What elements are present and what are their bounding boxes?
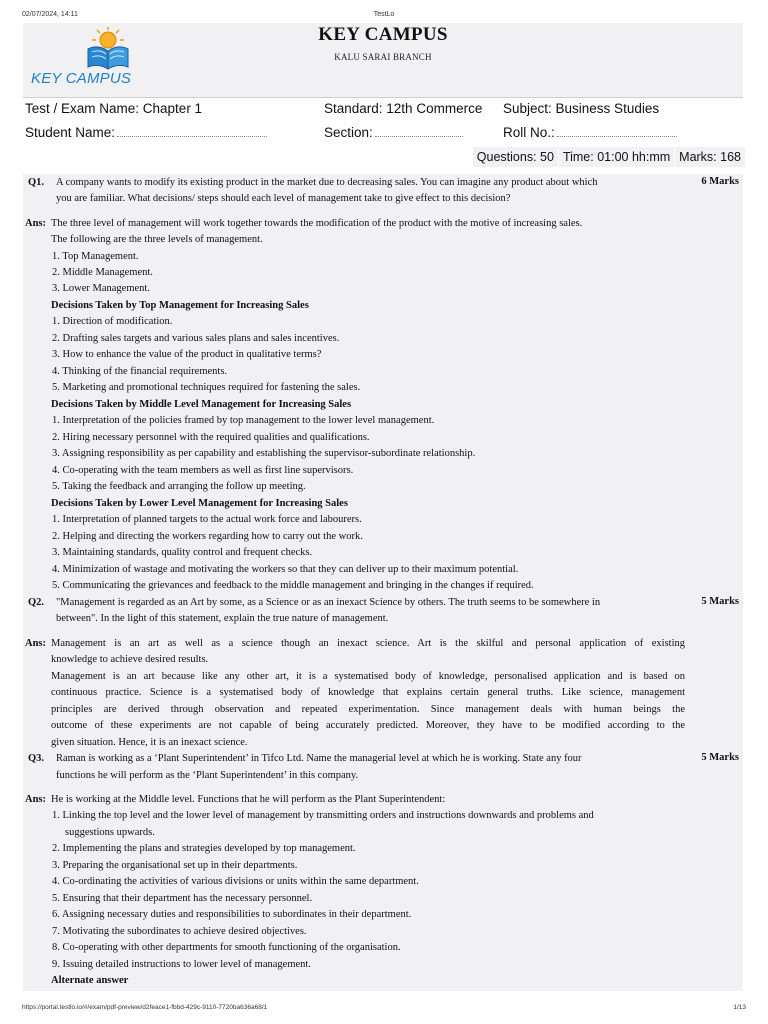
print-header	[22, 11, 746, 21]
list-item: 6. Assigning necessary duties and responsibilities to subordinates in their department.	[52, 909, 412, 920]
section-heading: Decisions Taken by Lower Level Management for Increasing Sales	[51, 498, 348, 509]
question-text: functions he will perform as the ‘Plant Superintendent’ in this company.	[56, 770, 359, 781]
list-item: 2. Middle Management.	[52, 267, 153, 278]
answer-label: Ans:	[25, 218, 47, 229]
student-name-blank	[117, 125, 267, 137]
question-text: A company wants to modify its existing product in the market due to decreasing sales. You can imagine any product about which	[56, 177, 598, 188]
question-text: Raman is working as a ‘Plant Superintendent’ in Tifco Ltd. Name the managerial level at which he is working. State any four	[56, 753, 582, 764]
answer-text: given situation. Hence, it is an inexact science.	[51, 737, 248, 748]
answer-text: Management is an art because like any other art, it is a systematised body of knowledge, personalised application and is based on	[51, 671, 685, 682]
school-name: KEY CAMPUS	[318, 24, 448, 45]
question-marks: 5 Marks	[701, 752, 739, 763]
print-datetime: 02/07/2024, 14:11	[22, 11, 78, 18]
test-name: Test / Exam Name: Chapter 1	[25, 101, 203, 116]
question-number: Q2.	[28, 597, 45, 608]
question-paper-content	[23, 174, 743, 991]
student-name-field	[25, 125, 267, 140]
question-number: Q1.	[28, 177, 45, 188]
print-site-name: TestLo	[373, 11, 395, 18]
answer-text: outcome of these experiments are not capable of being accurately predicted. Moreover, they have to be modified according to the	[51, 720, 685, 731]
list-item: 2. Hiring necessary personnel with the required qualities and qualifications.	[52, 432, 370, 443]
list-item: 3. Maintaining standards, quality control and frequent checks.	[52, 547, 313, 558]
time-limit: Time: 01:00 hh:mm	[558, 147, 674, 167]
question-text: you are familiar. What decisions/ steps should each level of management take to give effect to this decision?	[56, 193, 511, 204]
list-item: suggestions upwards.	[65, 827, 155, 838]
list-item: 9. Issuing detailed instructions to lower level of management.	[52, 959, 311, 970]
section-heading: Decisions Taken by Top Management for Increasing Sales	[51, 300, 309, 311]
section-label: Section:	[324, 125, 373, 140]
list-item: 2. Helping and directing the workers regarding how to carry out the work.	[52, 531, 363, 542]
branch-name: KALU SARAI BRANCH	[334, 52, 432, 62]
standard: Standard: 12th Commerce	[324, 101, 483, 116]
list-item: 1. Interpretation of the policies framed by top management to the lower level management.	[52, 415, 435, 426]
list-item: 1. Direction of modification.	[52, 316, 173, 327]
list-item: 4. Co-ordinating the activities of various divisions or units within the same department.	[52, 876, 419, 887]
list-item: 2. Implementing the plans and strategies developed by top management.	[52, 843, 356, 854]
answer-text: The three level of management will work together towards the modification of the product with the motive of increasing sales.	[51, 218, 583, 229]
section-field	[324, 125, 463, 140]
list-item: 3. Lower Management.	[52, 283, 150, 294]
list-item: 3. Assigning responsibility as per capability and establishing the supervisor-subordinate relationship.	[52, 448, 476, 459]
question-number: Q3.	[28, 753, 45, 764]
exam-stats	[473, 147, 745, 167]
section-heading: Decisions Taken by Middle Level Management for Increasing Sales	[51, 399, 352, 410]
list-item: 8. Co-operating with other departments for smooth functioning of the organisation.	[52, 942, 401, 953]
answer-text: Management is an art as well as a science though an inexact science. Art is the skilful and personal application of existing	[51, 638, 685, 649]
question-marks: 6 Marks	[701, 176, 739, 187]
question-text: "Management is regarded as an Art by some, as a Science or as an inexact Science by others. The truth seems to be somewhere in	[56, 597, 601, 608]
subject: Subject: Business Studies	[503, 101, 660, 116]
list-item: 4. Minimization of wastage and motivating the workers so that they can deliver up to their maximum potential.	[52, 564, 519, 575]
school-banner	[23, 23, 743, 97]
question-text: between". In the light of this statement, explain the true nature of management.	[56, 613, 389, 624]
answer-label: Ans:	[25, 794, 47, 805]
page-number: 1/13	[733, 1004, 746, 1011]
student-name-label: Student Name:	[25, 125, 116, 140]
section-blank	[375, 125, 463, 137]
list-item: 4. Co-operating with the team members as well as first line supervisors.	[52, 465, 354, 476]
questions-count: Questions: 50	[476, 150, 554, 164]
list-item: 5. Ensuring that their department has the necessary personnel.	[52, 893, 313, 904]
answer-text: principles are derived through observation and repeated experimentation. Since management deals with human beings the	[51, 704, 685, 715]
answer-text: He is working at the Middle level. Functions that he will perform as the Plant Superintendent:	[51, 794, 446, 805]
list-item: 1. Linking the top level and the lower level of management by transmitting orders and instructions downwards and problems and	[52, 810, 594, 821]
list-item: 5. Marketing and promotional techniques required for fastening the sales.	[52, 382, 361, 393]
list-item: 5. Communicating the grievances and feedback to the middle management and bringing in the changes if required.	[52, 580, 534, 591]
list-item: 1. Top Management.	[52, 251, 139, 262]
answer-text: The following are the three levels of management.	[51, 234, 263, 245]
list-item: 1. Interpretation of planned targets to the actual work force and labourers.	[52, 514, 362, 525]
total-marks: Marks: 168	[674, 147, 745, 167]
answer-text: continuous practice. Science is a systematised body of knowledge that explains certain general truths. Like science, management	[51, 687, 685, 698]
divider	[23, 97, 743, 98]
question-marks: 5 Marks	[701, 596, 739, 607]
list-item: 4. Thinking of the financial requirements.	[52, 366, 228, 377]
section-heading: Alternate answer	[51, 975, 129, 986]
logo-text: KEY CAMPUS	[31, 70, 132, 87]
answer-label: Ans:	[25, 638, 47, 649]
roll-no-label: Roll No.:	[503, 125, 555, 140]
roll-no-field	[503, 125, 677, 140]
roll-no-blank	[557, 125, 677, 137]
list-item: 7. Motivating the subordinates to achieve desired objectives.	[52, 926, 307, 937]
list-item: 5. Taking the feedback and arranging the follow up meeting.	[52, 481, 306, 492]
list-item: 3. How to enhance the value of the product in qualitative terms?	[52, 349, 322, 360]
page-url: https://portal.testlo.io/#/exam/pdf-preview/d2feace1-fbbd-429c-9110-7720ba636a68/1	[22, 1004, 268, 1011]
answer-text: knowledge to achieve desired results.	[51, 654, 209, 665]
list-item: 2. Drafting sales targets and various sales plans and sales incentives.	[52, 333, 340, 344]
list-item: 3. Preparing the organisational set up in their departments.	[52, 860, 298, 871]
